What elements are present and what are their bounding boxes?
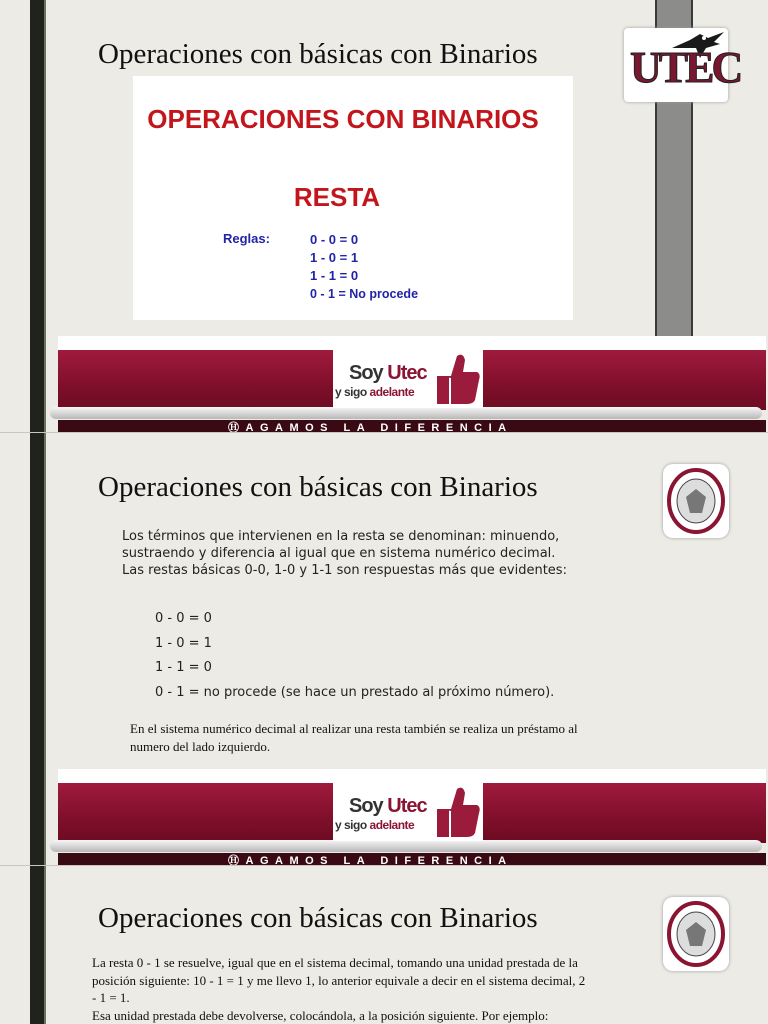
decimal-note: En el sistema numérico decimal al realizar una resta también se realiza un préstamo al numero del lado izquierdo. — [130, 721, 578, 754]
rule: 1 - 0 = 1 — [310, 250, 359, 265]
slide-title: Operaciones con básicas con Binarios — [98, 902, 538, 934]
equation: 0 - 0 = 0 — [155, 611, 212, 626]
image-heading: OPERACIONES CON BINARIOS — [147, 104, 539, 134]
university-seal — [663, 897, 729, 971]
left-rail — [30, 433, 44, 865]
slide-2 — [0, 433, 768, 865]
thumbs-up-icon — [433, 783, 481, 841]
slide-title: Operaciones con básicas con Binarios — [98, 38, 538, 70]
rule: 1 - 1 = 0 — [310, 268, 359, 283]
rules-label: Reglas: — [223, 231, 270, 246]
soy-utec-badge: Soy Utec y sigo adelante — [333, 783, 483, 841]
equation: 0 - 1 = no procede (se hace un prestado al próximo número). — [155, 684, 555, 700]
slide-1 — [0, 0, 768, 432]
image-subheading: RESTA — [293, 182, 381, 212]
equation: 1 - 0 = 1 — [155, 635, 212, 651]
slide-title: Operaciones con básicas con Binarios — [98, 471, 538, 503]
equation-list — [155, 611, 554, 709]
resta-explanation: La resta 0 - 1 se resuelve, igual que en el sistema decimal, tomando una unidad prestada de la posición siguiente: 10 - 1 = 1 y me llevo 1, lo anterior equivale a decir en el sistema decimal, 2 - 1 = 1. Esa unidad prestada debe devolverse, colocándola, a la posición siguiente. Por ejemplo: — [92, 955, 586, 1023]
soy-utec-badge: Soy Utec y sigo adelante — [333, 350, 483, 408]
slide-3 — [0, 866, 768, 1024]
rules-list — [310, 231, 418, 303]
intro-paragraph: Los términos que intervienen en la resta se denominan: minuendo, sustraendo y diferencia al igual que en sistema numérico decimal. Las restas básicas 0-0, 1-0 y 1-1 son respuestas más que evidentes: — [122, 529, 567, 578]
university-seal — [663, 464, 729, 538]
slogan: ⒽAGAMOS LA DIFERENCIA — [228, 422, 513, 432]
resta-rules-image — [133, 76, 573, 320]
utec-logo — [624, 28, 741, 102]
left-rail — [30, 866, 44, 1024]
rule: 0 - 1 = No procede — [310, 287, 419, 301]
left-rail — [30, 0, 44, 432]
slogan: ⒽAGAMOS LA DIFERENCIA — [228, 855, 513, 865]
soy-utec-banner — [58, 350, 766, 432]
seal-emblem-icon — [666, 467, 726, 535]
utec-logo-text: UTEC — [630, 43, 741, 92]
seal-emblem-icon — [666, 900, 726, 968]
thumbs-up-icon — [433, 350, 481, 408]
rule: 0 - 0 = 0 — [310, 232, 359, 247]
equation: 1 - 1 = 0 — [155, 660, 212, 675]
soy-utec-banner — [58, 783, 766, 865]
